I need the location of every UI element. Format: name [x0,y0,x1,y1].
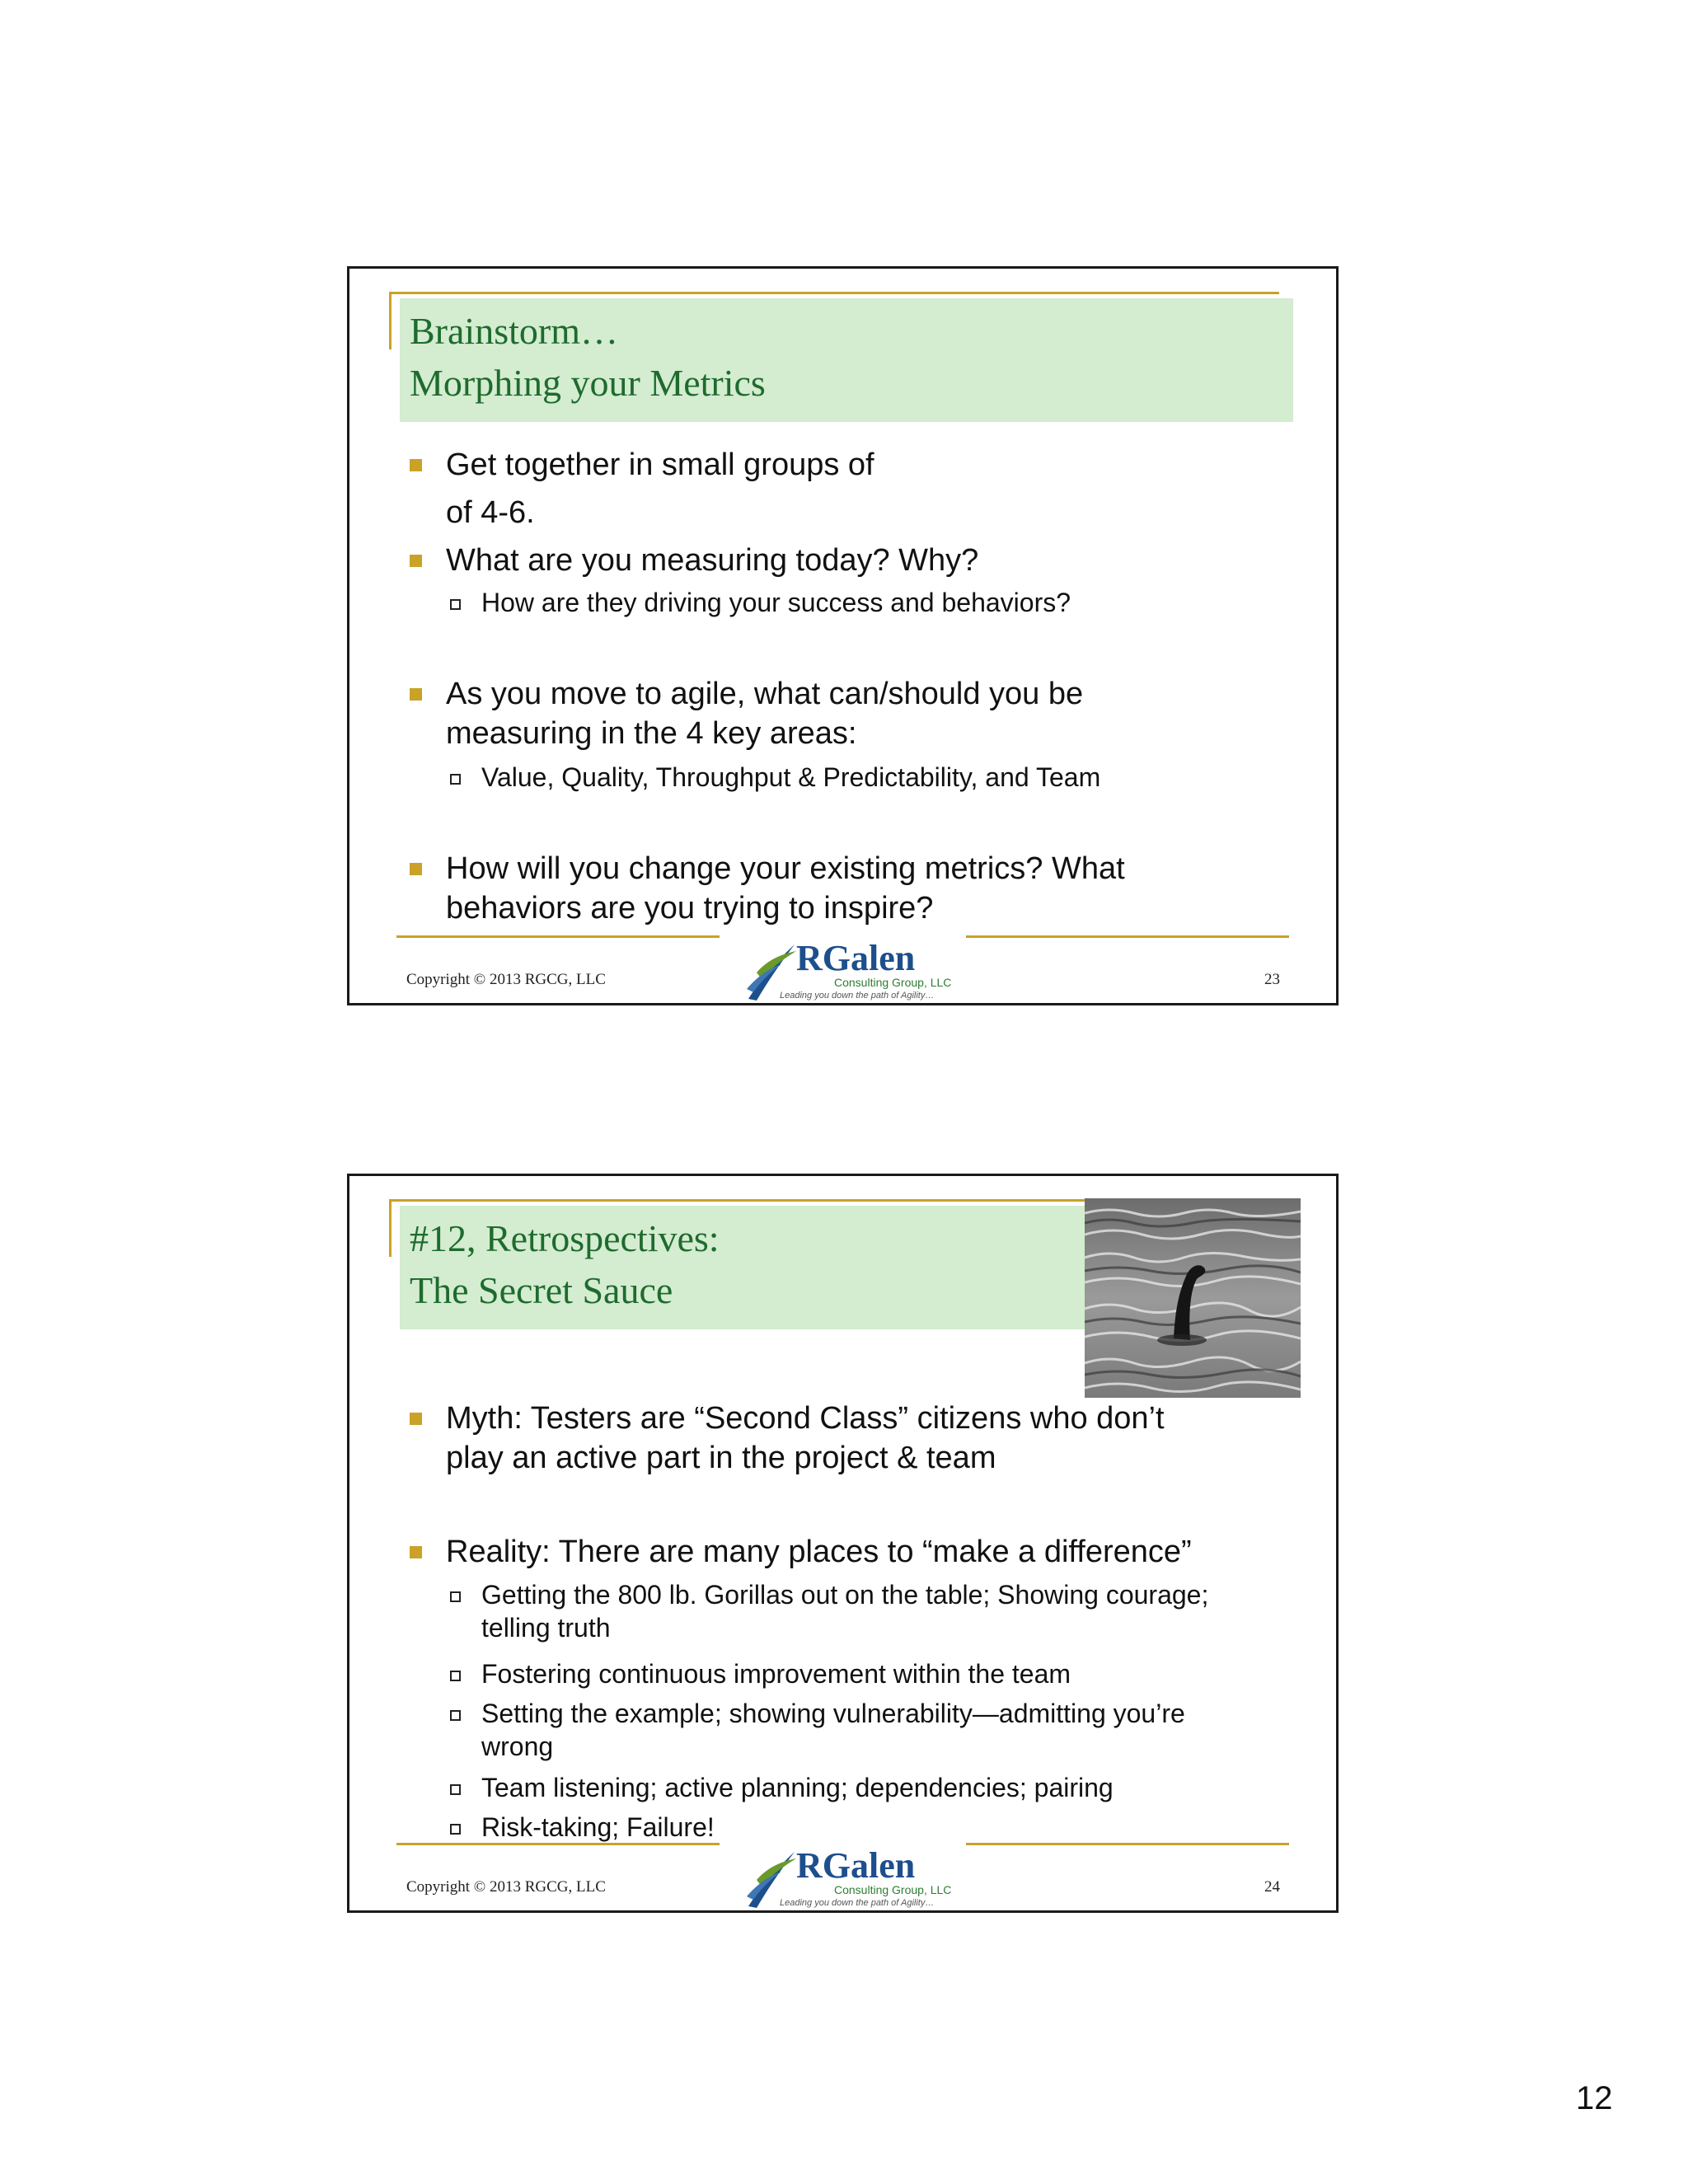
sub-bullet-text: telling truth [481,1613,611,1643]
square-bullet-icon [410,1546,422,1558]
page-number: 12 [1576,2080,1613,2116]
footer-divider [396,1843,720,1845]
logo-subtitle: Consulting Group, LLC [834,976,952,989]
title-line-2: The Secret Sauce [410,1269,673,1311]
square-bullet-icon [410,1413,422,1425]
bullet-text: As you move to agile, what can/should you be [446,677,1084,711]
bullet-text: Get together in small groups of [446,448,874,482]
square-bullet-icon [410,688,422,701]
bullet-text: of 4-6. [446,495,535,530]
footer-divider [396,935,720,938]
hollow-square-bullet-icon [450,1591,461,1602]
bullet-text: Myth: Testers are “Second Class” citizens who don’t [446,1401,1165,1436]
sub-bullet-text: How are they driving your success and behaviors? [481,588,1071,617]
sub-bullet-text: Getting the 800 lb. Gorillas out on the table; Showing courage; [481,1580,1209,1610]
footer-divider [966,1843,1289,1845]
sub-bullet-text: Value, Quality, Throughput & Predictability, and Team [481,762,1101,792]
bullet-item [446,849,1270,928]
bullet-continuation [446,493,1270,532]
sub-bullet-item [481,1811,1264,1844]
title-accent-bracket [389,1199,392,1257]
hollow-square-bullet-icon [450,774,461,785]
sub-bullet-text: Risk-taking; Failure! [481,1812,715,1842]
sub-bullet-text: Team listening; active planning; dependencies; pairing [481,1773,1114,1802]
sub-bullet-text: Fostering continuous improvement within the team [481,1659,1071,1689]
logo-name: RGalen [796,1845,916,1886]
sub-bullet-text: Setting the example; showing vulnerability—admitting you’re [481,1699,1185,1728]
bullet-item [446,1399,1270,1478]
sub-bullet-item [481,586,1264,619]
square-bullet-icon [410,555,422,567]
bullet-item [446,674,1270,753]
footer-divider [966,935,1289,938]
rgalen-logo [743,1845,952,1913]
title-accent-bracket [389,292,392,349]
logo-name: RGalen [796,938,916,978]
title-line-1: Brainstorm… [410,310,618,352]
loch-ness-monster-photo [1085,1198,1301,1398]
bullet-text: Reality: There are many places to “make a difference” [446,1535,1192,1569]
bullet-item [446,1532,1270,1572]
copyright-text: Copyright © 2013 RGCG, LLC [406,1878,606,1896]
sub-bullet-item [481,1578,1264,1644]
bullet-item [446,445,1270,485]
logo-tagline: Leading you down the path of Agility… [780,1898,935,1908]
bullet-text: behaviors are you trying to inspire? [446,891,934,926]
bullet-text: measuring in the 4 key areas: [446,716,857,751]
hollow-square-bullet-icon [450,1710,461,1721]
slide-title [400,298,1293,422]
title-line-1: #12, Retrospectives: [410,1217,720,1259]
bullet-text: What are you measuring today? Why? [446,543,979,578]
rgalen-logo [743,938,952,1005]
slide-24 [347,1174,1339,1913]
sub-bullet-item [481,1771,1264,1804]
sub-bullet-text: wrong [481,1732,554,1761]
hollow-square-bullet-icon [450,1671,461,1681]
slide-23 [347,266,1339,1005]
title-accent-line [389,292,1279,294]
square-bullet-icon [410,459,422,471]
square-bullet-icon [410,863,422,875]
bullet-item [446,541,1270,580]
slide-title [400,1206,1089,1329]
sub-bullet-item [481,761,1264,794]
hollow-square-bullet-icon [450,1824,461,1835]
slide-number: 23 [1264,971,1280,988]
hollow-square-bullet-icon [450,599,461,610]
bullet-text: play an active part in the project & team [446,1441,996,1475]
sub-bullet-item [481,1697,1264,1763]
logo-tagline: Leading you down the path of Agility… [780,991,935,1001]
copyright-text: Copyright © 2013 RGCG, LLC [406,971,606,988]
bullet-text: How will you change your existing metrics? What [446,851,1125,886]
hollow-square-bullet-icon [450,1784,461,1795]
title-line-2: Morphing your Metrics [410,362,766,404]
slide-number: 24 [1264,1878,1280,1896]
logo-subtitle: Consulting Group, LLC [834,1883,952,1896]
sub-bullet-item [481,1657,1264,1690]
